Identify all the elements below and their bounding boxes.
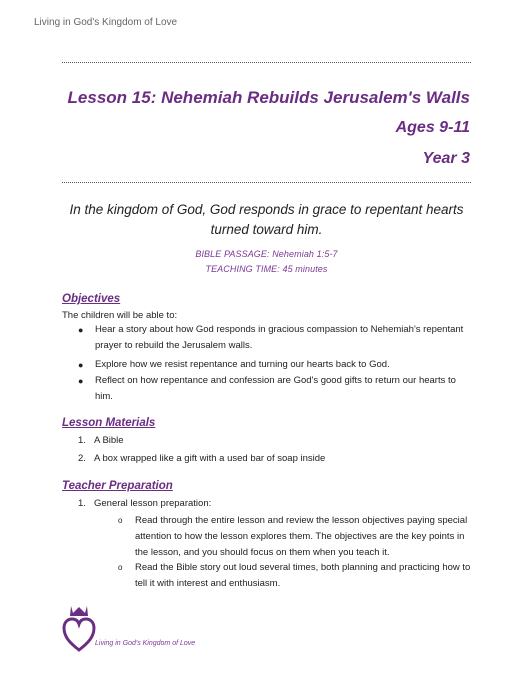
objectives-intro: The children will be able to:: [62, 310, 178, 321]
circle-bullet-icon: o: [118, 563, 123, 572]
crown-heart-logo-icon: [62, 604, 96, 652]
circle-bullet-icon: o: [118, 516, 123, 525]
material-item: 1. A Bible: [78, 435, 124, 446]
objective-item: ● Reflect on how repentance and confession are God's good gifts to return our hearts to him.: [78, 375, 456, 402]
preparation-subitem: o Read the Bible story out loud several times, both planning and practicing how to tell it with interest and enthusiasm.: [118, 562, 471, 589]
page-header: Living in God's Kingdom of Love: [34, 17, 178, 28]
preparation-subitem: o Read through the entire lesson and review the lesson objectives paying special attention to how the lesson explores them. The objectives are the key points in the lesson, and you should focus on them when you teach it.: [118, 515, 468, 558]
theme-line-2: turned toward him.: [210, 222, 323, 237]
preparation-item: 1. General lesson preparation:: [78, 498, 212, 509]
year-label: Year 3: [422, 150, 470, 167]
materials-heading: Lesson Materials: [62, 417, 156, 429]
dotted-divider-bottom: [62, 182, 471, 183]
teaching-time: TEACHING TIME: 45 minutes: [205, 264, 328, 274]
theme-line-1: In the kingdom of God, God responds in grace to repentant hearts: [69, 202, 464, 217]
bullet-icon: ●: [78, 325, 84, 335]
bible-passage: BIBLE PASSAGE: Nehemiah 1:5-7: [195, 249, 338, 259]
bullet-icon: ●: [78, 360, 84, 370]
ages-label: Ages 9-11: [395, 119, 470, 136]
preparation-heading: Teacher Preparation: [62, 480, 173, 492]
bullet-icon: ●: [78, 376, 84, 386]
objective-item: ● Hear a story about how God responds in gracious compassion to Nehemiah's repentant prayer to rebuild the Jerusalem walls.: [78, 324, 464, 351]
objectives-heading: Objectives: [62, 293, 121, 305]
page-footer: Living in God's Kingdom of Love: [95, 640, 196, 647]
theme-statement: [62, 200, 471, 240]
dotted-divider-top: [62, 62, 471, 63]
objective-item: ● Explore how we resist repentance and turning our hearts back to God.: [78, 357, 468, 373]
material-item: 2. A box wrapped like a gift with a used bar of soap inside: [78, 453, 326, 464]
lesson-title: Lesson 15: Nehemiah Rebuilds Jerusalem's Walls: [67, 88, 470, 107]
